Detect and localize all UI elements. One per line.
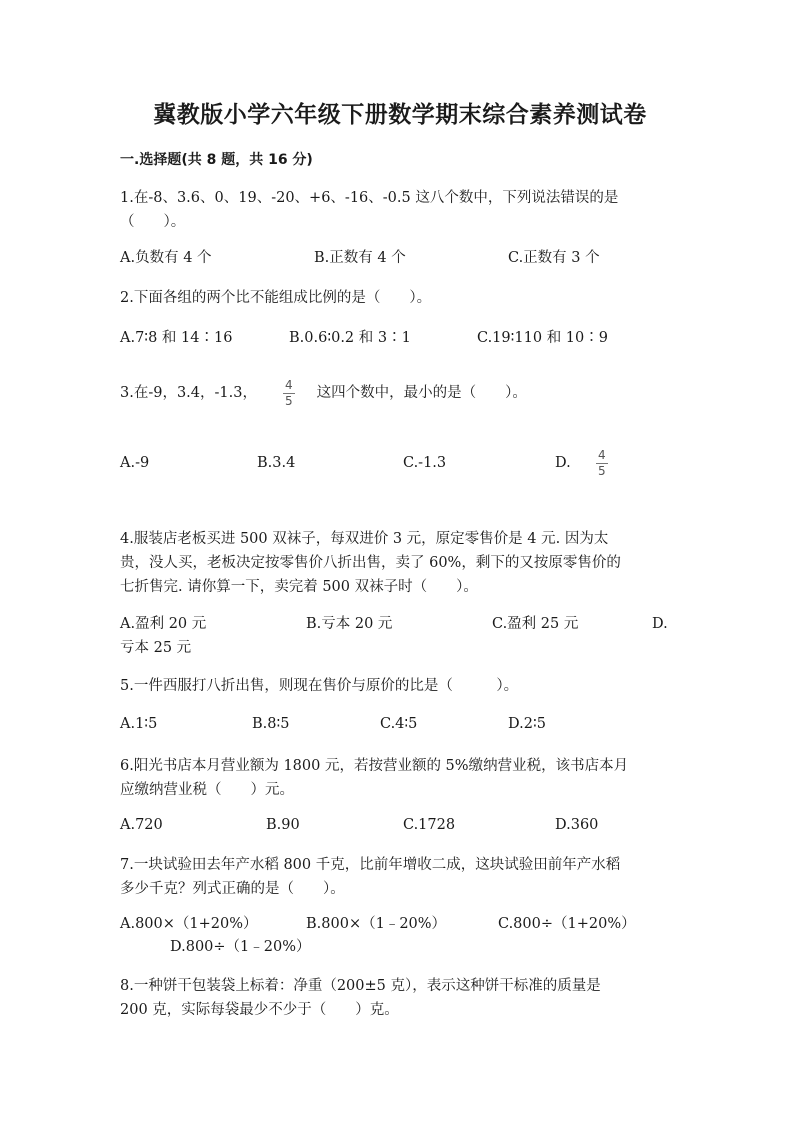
question-1-stem <box>120 186 675 234</box>
fraction-denominator: 5 <box>598 464 606 478</box>
question-6-option-a[interactable]: A.720 <box>120 817 163 833</box>
question-7-option-b[interactable]: B.800×（1﹣20%） <box>306 916 447 932</box>
question-1-option-b[interactable]: B.正数有 4 个 <box>314 250 406 266</box>
question-2-option-c[interactable]: C.19∶110 和 10∶9 <box>477 330 608 346</box>
question-6-line-2: 应缴纳营业税（ ）元。 <box>120 782 294 798</box>
question-3-option-c[interactable]: C.-1.3 <box>403 455 447 471</box>
question-5-option-b[interactable]: B.8∶5 <box>252 716 290 732</box>
question-4-option-d-wrap[interactable]: 亏本 25 元 <box>120 640 192 656</box>
question-6-option-b[interactable]: B.90 <box>266 817 300 833</box>
question-1-line-1: 1.在-8、3.6、0、19、-20、+6、-16、-0.5 这八个数中，下列说法错误的是 <box>120 190 619 206</box>
question-6-option-c[interactable]: C.1728 <box>403 817 456 833</box>
question-4-option-a[interactable]: A.盈利 20 元 <box>120 616 207 632</box>
question-1-line-2: （ ）。 <box>120 214 186 230</box>
section-heading: 一.选择题(共 8 题，共 16 分) <box>120 152 313 168</box>
question-3-stem-after: 这四个数中，最小的是（ ）。 <box>316 385 527 401</box>
question-4-line-1: 4.服装店老板买进 500 双袜子，每双进价 3 元，原定零售价是 4 元. 因为太 <box>120 531 609 547</box>
question-4-line-2: 贵，没人买，老板决定按零售价八折出售，卖了 60%，剩下的又按原零售价的 <box>120 555 621 571</box>
question-3-stem-before: 3.在-9，3.4，-1.3， <box>120 385 257 401</box>
question-4-option-b[interactable]: B.亏本 20 元 <box>306 616 393 632</box>
question-7-option-a[interactable]: A.800×（1+20%） <box>120 916 258 932</box>
question-5-stem: 5.一件西服打八折出售，则现在售价与原价的比是（ ）。 <box>120 678 519 694</box>
question-3-option-d-fraction <box>596 449 608 478</box>
question-3-option-d-label: D. <box>555 455 571 471</box>
question-7-option-d[interactable]: D.800÷（1﹣20%） <box>170 939 311 955</box>
question-7-line-2: 多少千克？列式正确的是（ ）。 <box>120 881 345 897</box>
fraction-numerator: 4 <box>598 448 606 462</box>
question-8-stem <box>120 974 675 1022</box>
question-6-line-1: 6.阳光书店本月营业额为 1800 元，若按营业额的 5%缴纳营业税，该书店本月 <box>120 758 629 774</box>
question-5-option-d[interactable]: D.2∶5 <box>508 716 546 732</box>
question-2-option-a[interactable]: A.7∶8 和 14∶16 <box>120 330 233 346</box>
question-3-option-d[interactable] <box>555 451 571 475</box>
question-4-option-c[interactable]: C.盈利 25 元 <box>492 616 579 632</box>
exam-title: 冀教版小学六年级下册数学期末综合素养测试卷 <box>153 102 647 128</box>
question-3-stem <box>120 376 675 410</box>
question-3-option-a[interactable]: A.-9 <box>120 455 150 471</box>
question-6-option-d[interactable]: D.360 <box>555 817 599 833</box>
question-4-line-3: 七折售完. 请你算一下，卖完着 500 双袜子时（ ）。 <box>120 579 478 595</box>
question-7-option-c[interactable]: C.800÷（1+20%） <box>498 916 636 932</box>
fraction-numerator: 4 <box>284 377 293 392</box>
question-7-stem <box>120 853 675 901</box>
question-2-stem: 2.下面各组的两个比不能组成比例的是（ ）。 <box>120 290 432 306</box>
question-7-line-1: 7.一块试验田去年产水稻 800 千克，比前年增收二成，这块试验田前年产水稻 <box>120 857 621 873</box>
question-1-option-c[interactable]: C.正数有 3 个 <box>508 250 600 266</box>
question-6-stem <box>120 754 675 802</box>
question-1-option-a[interactable]: A.负数有 4 个 <box>120 250 212 266</box>
question-8-line-1: 8.一种饼干包装袋上标着：净重（200±5 克），表示这种饼干标准的质量是 <box>120 978 601 994</box>
question-4-option-d[interactable]: D. <box>652 616 668 632</box>
fraction-denominator: 5 <box>284 393 293 408</box>
question-5-option-a[interactable]: A.1∶5 <box>120 716 158 732</box>
question-3-option-b[interactable]: B.3.4 <box>257 455 296 471</box>
question-5-option-c[interactable]: C.4∶5 <box>380 716 418 732</box>
question-4-stem <box>120 527 675 599</box>
question-2-option-b[interactable]: B.0.6∶0.2 和 3∶1 <box>289 330 411 346</box>
question-8-line-2: 200 克，实际每袋最少不少于（ ）克。 <box>120 1002 399 1018</box>
question-3-fraction <box>283 379 295 408</box>
